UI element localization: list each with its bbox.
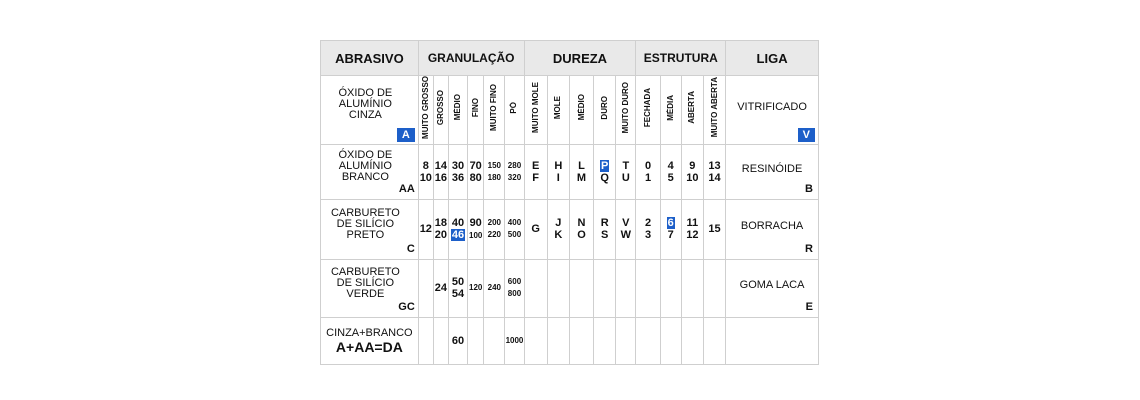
subheader-cell <box>418 76 433 145</box>
subheader-label: MUITO MOLE <box>530 82 540 133</box>
abrasivo-code: GC <box>398 300 415 313</box>
liga-cell <box>726 199 819 259</box>
grid-cell: T U <box>616 144 636 199</box>
grid-cell: J K <box>547 199 569 259</box>
grid-cell <box>616 317 636 364</box>
grid-cell: 90 100 <box>468 199 484 259</box>
subheader-cell <box>505 76 524 145</box>
formula-cell <box>321 317 419 364</box>
table-row <box>321 259 819 317</box>
grid-cell: 40 46 <box>448 199 467 259</box>
grid-cell: G <box>524 199 547 259</box>
grid-cell: 4 5 <box>660 144 681 199</box>
subheader-label: ABERTA <box>687 91 697 124</box>
table-row <box>321 144 819 199</box>
abrasivo-code: C <box>406 242 415 255</box>
abrasivo-name: CARBURETO DE SILÍCIO PRETO <box>330 206 400 241</box>
grid-cell <box>547 259 569 317</box>
grid-cell <box>594 259 616 317</box>
grid-cell <box>703 259 725 317</box>
subheader-cell <box>448 76 467 145</box>
header-dureza: DUREZA <box>524 41 636 76</box>
grid-cell: 8 10 <box>418 144 433 199</box>
grid-cell: 120 <box>468 259 484 317</box>
header-row <box>321 41 819 76</box>
table-row <box>321 317 819 364</box>
grid-cell: 70 80 <box>468 144 484 199</box>
header-liga: LIGA <box>726 41 819 76</box>
liga-code: E <box>805 300 813 313</box>
abrasivo-name: ÓXIDO DE ALUMÍNIO BRANCO <box>338 149 393 184</box>
highlight-6: 6 <box>667 217 674 230</box>
subheader-cell <box>484 76 505 145</box>
subheader-cell <box>616 76 636 145</box>
liga-code: R <box>805 242 813 255</box>
grid-cell: 280 320 <box>505 144 524 199</box>
abrasivo-code: AA <box>398 182 415 195</box>
subheader-cell <box>594 76 616 145</box>
subheader-label: FINO <box>470 97 480 118</box>
grid-cell: 0 1 <box>636 144 660 199</box>
grid-cell <box>433 317 448 364</box>
highlight-p: P <box>601 159 609 172</box>
grid-cell: 11 12 <box>681 199 703 259</box>
grid-cell: 200 220 <box>484 199 505 259</box>
formula-top: CINZA+BRANCO <box>326 326 413 339</box>
subheader-cell <box>433 76 448 145</box>
liga-name: GOMA LACA <box>739 279 805 292</box>
subheader-label: GROSSO <box>435 89 445 126</box>
grid-cell <box>569 317 593 364</box>
liga-name: VITRIFICADO <box>737 100 807 113</box>
subheader-label: MOLE <box>553 95 563 120</box>
grid-cell: 24 <box>433 259 448 317</box>
grid-cell <box>681 317 703 364</box>
grid-cell: 14 16 <box>433 144 448 199</box>
subheader-label: MUITO ABERTA <box>709 77 719 138</box>
grid-cell: R S <box>594 199 616 259</box>
table-row <box>321 199 819 259</box>
grid-cell <box>418 259 433 317</box>
grid-cell: 1000 <box>505 317 524 364</box>
grid-cell <box>681 259 703 317</box>
grid-cell <box>569 259 593 317</box>
grid-cell: P Q <box>594 144 616 199</box>
subheader-cell <box>569 76 593 145</box>
grid-cell: V W <box>616 199 636 259</box>
abrasivo-cell <box>321 199 419 259</box>
grid-cell: 18 20 <box>433 199 448 259</box>
liga-code: V <box>798 128 815 142</box>
subheader-label: MÉDIA <box>665 94 675 121</box>
subheader-row <box>321 76 819 145</box>
subheader-label: MÉDIO <box>453 94 463 121</box>
liga-cell <box>726 317 819 364</box>
grid-cell <box>594 317 616 364</box>
abrasivo-name: CARBURETO DE SILÍCIO VERDE <box>330 265 400 300</box>
grinding-wheel-spec-table <box>320 40 819 365</box>
header-granulacao: GRANULAÇÃO <box>418 41 524 76</box>
grid-cell: 30 36 <box>448 144 467 199</box>
abrasivo-code: A <box>397 128 415 142</box>
grid-cell: 6 7 <box>660 199 681 259</box>
grid-cell <box>547 317 569 364</box>
grid-cell: 9 10 <box>681 144 703 199</box>
grid-cell: 13 14 <box>703 144 725 199</box>
liga-cell <box>726 259 819 317</box>
grid-cell: 400 500 <box>505 199 524 259</box>
grid-cell: 60 <box>448 317 467 364</box>
subheader-label: FECHADA <box>643 87 653 128</box>
liga-cell <box>726 144 819 199</box>
grid-cell: 50 54 <box>448 259 467 317</box>
abrasivo-name: ÓXIDO DE ALUMÍNIO CINZA <box>338 87 393 122</box>
subheader-label: PÓ <box>509 102 519 114</box>
abrasivo-cell <box>321 259 419 317</box>
grid-cell: 12 <box>418 199 433 259</box>
header-estrutura: ESTRUTURA <box>636 41 726 76</box>
liga-name: RESINÓIDE <box>741 162 803 175</box>
grid-cell <box>660 259 681 317</box>
grid-cell <box>703 317 725 364</box>
liga-name: BORRACHA <box>740 220 804 233</box>
header-abrasivo: ABRASIVO <box>321 41 419 76</box>
grid-cell <box>484 317 505 364</box>
abrasivo-cell <box>321 144 419 199</box>
subheader-cell <box>703 76 725 145</box>
grid-cell: 600 800 <box>505 259 524 317</box>
subheader-label: DURO <box>599 95 609 120</box>
abrasivo-cell <box>321 76 419 145</box>
subheader-label: MUITO FINO <box>489 84 499 131</box>
highlight-46: 46 <box>451 229 465 242</box>
subheader-label: MUITO DURO <box>620 81 630 134</box>
subheader-cell <box>468 76 484 145</box>
grid-cell: 15 <box>703 199 725 259</box>
grid-cell: 2 3 <box>636 199 660 259</box>
subheader-cell <box>547 76 569 145</box>
grid-cell <box>418 317 433 364</box>
formula-bottom: A+AA=DA <box>335 338 403 355</box>
grid-cell: N O <box>569 199 593 259</box>
grid-cell <box>524 317 547 364</box>
subheader-cell <box>524 76 547 145</box>
grid-cell <box>660 317 681 364</box>
grid-cell <box>524 259 547 317</box>
grid-cell <box>636 259 660 317</box>
subheader-cell <box>636 76 660 145</box>
liga-cell <box>726 76 819 145</box>
grid-cell: 150 180 <box>484 144 505 199</box>
grid-cell: L M <box>569 144 593 199</box>
grid-cell <box>616 259 636 317</box>
grid-cell: 240 <box>484 259 505 317</box>
grid-cell <box>468 317 484 364</box>
grid-cell <box>636 317 660 364</box>
grid-cell: E F <box>524 144 547 199</box>
subheader-cell <box>660 76 681 145</box>
subheader-label: MUITO GROSSO <box>420 76 430 139</box>
liga-code: B <box>805 182 813 195</box>
grid-cell: H I <box>547 144 569 199</box>
subheader-cell <box>681 76 703 145</box>
subheader-label: MÉDIO <box>576 94 586 121</box>
